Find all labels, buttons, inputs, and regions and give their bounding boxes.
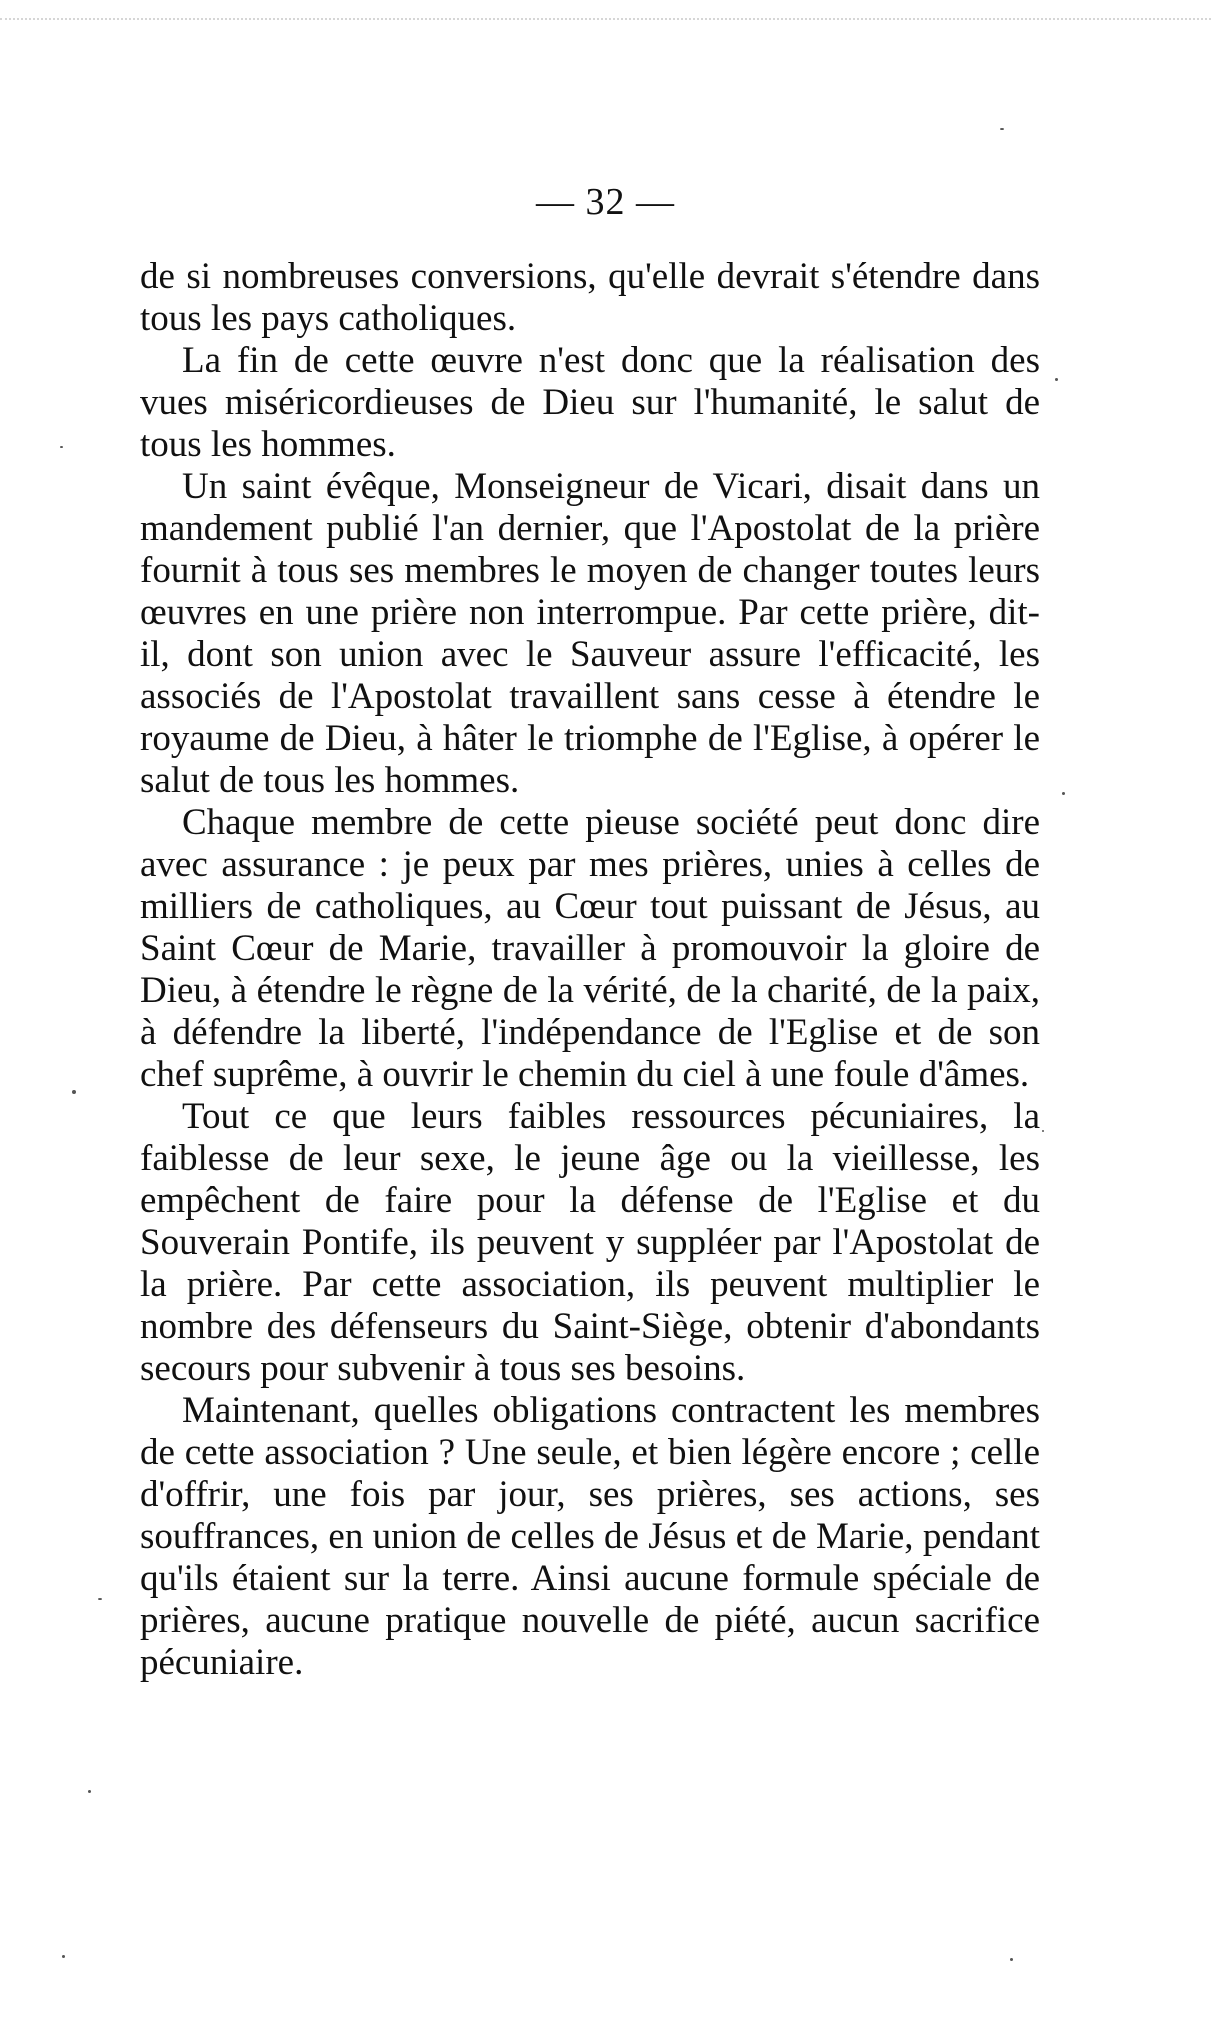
paragraph: Chaque membre de cette pieuse société peut donc dire avec assurance : je peux par mes prières, unies à celles de milliers de catholiques, au Cœur tout puissant de Jésus, au Saint Cœur de Marie, travailler à promouvoir la gloire de Dieu, à étendre le règne de la vérité, de la charité, de la paix, à défendre la liberté, l'indépendance de l'Eglise et de son chef suprême, à ouvrir le chemin du ciel à une foule d'âmes. (140, 802, 1040, 1095)
paragraph: de si nombreuses conversions, qu'elle devrait s'étendre dans tous les pays catholiques. (140, 256, 1040, 339)
scan-noise-top (0, 18, 1211, 23)
paragraph: Maintenant, quelles obligations contractent les membres de cette association ? Une seule, et bien légère encore ; celle d'offrir, une fois par jour, ses prières, ses actions, ses souffrances, en union de celles de Jésus et de Marie, pendant qu'ils étaient sur la terre. Ainsi aucune formule spéciale de prières, aucune pratique nouvelle de piété, aucun sacrifice pécuniaire. (140, 1390, 1040, 1683)
paragraph: La fin de cette œuvre n'est donc que la réalisation des vues miséricordieuses de Dieu sur l'humanité, le salut de tous les hommes. (140, 340, 1040, 465)
paragraph: Tout ce que leurs faibles ressources pécuniaires, la faiblesse de leur sexe, le jeune âge ou la vieillesse, les empêchent de faire pour la défense de l'Eglise et du Souverain Pontife, ils peuvent y suppléer par l'Apostolat de la prière. Par cette association, ils peuvent multiplier le nombre des défenseurs du Saint-Siège, obtenir d'abondants secours pour subvenir à tous ses besoins. (140, 1096, 1040, 1389)
body-text (140, 256, 1040, 1684)
paragraph: Un saint évêque, Monseigneur de Vicari, disait dans un mandement publié l'an dernier, que l'Apostolat de la prière fournit à tous ses membres le moyen de changer toutes leurs œuvres en une prière non interrompue. Par cette prière, dit-il, dont son union avec le Sauveur assure l'efficacité, les associés de l'Apostolat travaillent sans cesse à étendre le royaume de Dieu, à hâter le triomphe de l'Eglise, à opérer le salut de tous les hommes. (140, 466, 1040, 801)
page-number: — 32 — (536, 181, 675, 223)
